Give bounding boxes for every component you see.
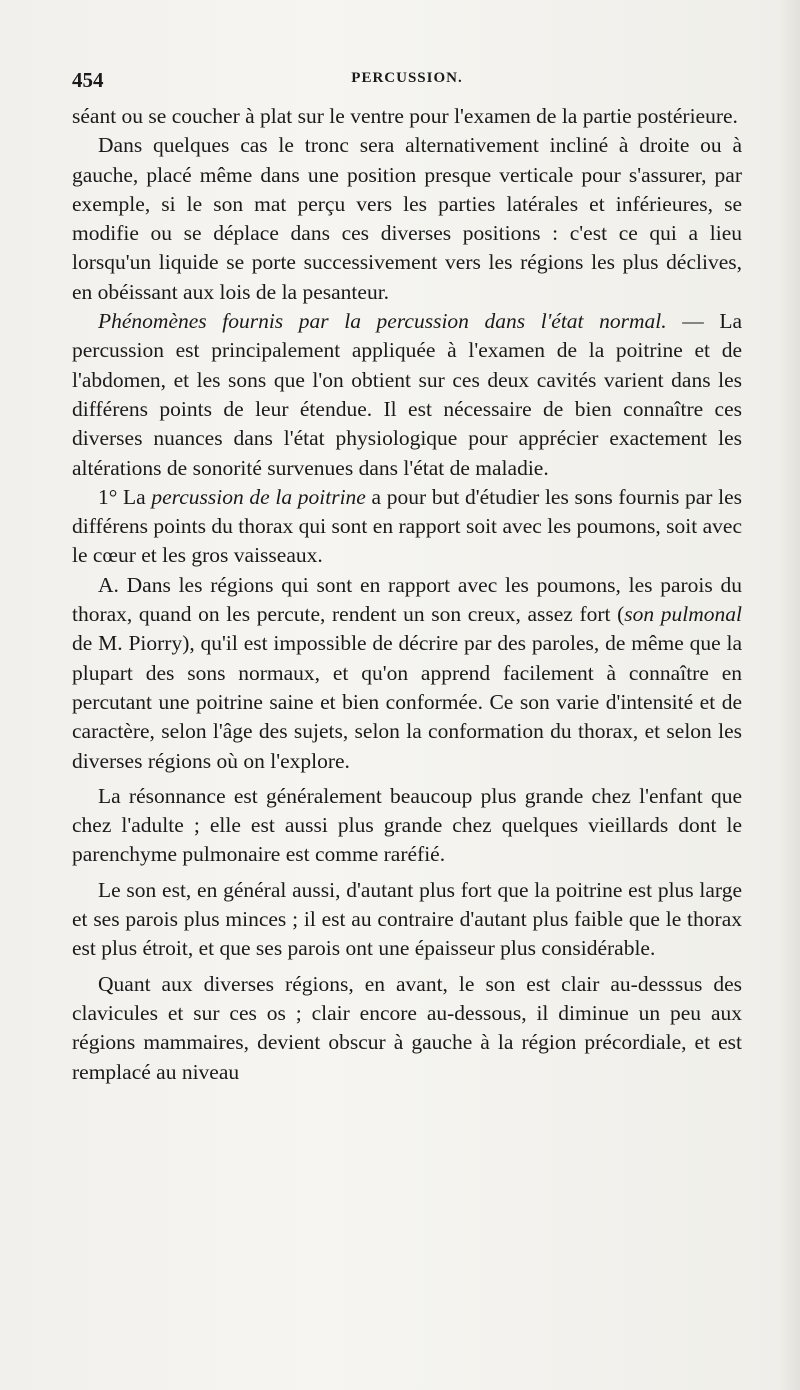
paragraph-text: 1° La: [98, 484, 152, 509]
section-heading-italic: Phénomènes fournis par la percussion dans l'état normal.: [98, 309, 667, 334]
paragraph-lung-regions: [72, 571, 742, 776]
paragraph-normal-phenomena: [72, 307, 742, 483]
paragraph-text: Quant aux diverses régions, en avant, le son est clair au-desssus des clavicules et sur ces os ; clair encore au-dessous, il diminue un peu aux régions mammaires, devient obscur à gauche à la région précordiale, et est remplacé au niveau: [72, 971, 742, 1084]
paragraph-text: Le son est, en général aussi, d'autant plus fort que la poitrine est plus large et ses parois plus minces ; il est au contraire d'autant plus faible que le thorax est plus étroit, et que ses parois ont une épaisseur plus considérable.: [72, 877, 742, 961]
paragraph-resonance: [72, 782, 742, 870]
paragraph-text: de M. Piorry), qu'il est impossible de décrire par des paroles, de même que la plupart des sons normaux, et qu'on apprend facilement à connaître en percutant une poitrine saine et bien conformée. Ce son varie d'intensité et de caractère, selon l'âge des sujets, selon la conformation du thorax, et selon les diverses régions où on l'explore.: [72, 631, 742, 773]
paragraph-regions: [72, 970, 742, 1087]
paragraph-text: — La percussion est principalement appliquée à l'examen de la poitrine et de l'abdomen, et les sons que l'on obtient sur ces deux cavités varient dans les différens points de leur étendue. Il est nécessaire de bien connaître ces diverses nuances dans l'état physiologique pour apprécier exactement les altérations de sonorité survenues dans l'état de maladie.: [72, 309, 742, 480]
paragraph-continuation: [72, 102, 742, 131]
italic-term: son pulmonal: [624, 602, 742, 627]
paragraph-text: A. Dans les régions qui sont en rapport avec les poumons, les parois du thorax, quand on les percute, rendent un son creux, assez fort (: [72, 572, 742, 627]
italic-term: percussion de la poitrine: [151, 484, 366, 509]
paragraph-text: Dans quelques cas le tronc sera alternativement incliné à droite ou à gauche, placé même dans une position presque verticale pour s'assurer, par exemple, si le son mat perçu vers les parties latérales et inférieures, se modifie ou se déplace dans ces diverses positions : c'est ce qui a lieu lorsqu'un liquide se porte successivement vers les régions les plus déclives, en obéissant aux lois de la pesanteur.: [72, 133, 742, 304]
page-number: 454: [72, 68, 104, 92]
body-text: [72, 102, 742, 1087]
paragraph-text: séant ou se coucher à plat sur le ventre pour l'examen de la partie postérieure.: [72, 104, 738, 128]
paragraph-sound-strength: [72, 876, 742, 964]
page-gutter-shadow: [778, 0, 800, 1390]
paragraph-trunk-positions: [72, 131, 742, 307]
running-head: PERCUSSION.: [351, 70, 463, 86]
paragraph-chest-percussion: [72, 483, 742, 571]
page-header: [72, 68, 742, 102]
paragraph-text: La résonnance est généralement beaucoup plus grande chez l'enfant que chez l'adulte ; elle est aussi plus grande chez quelques vieillards dont le parenchyme pulmonaire est comme raréfié.: [72, 783, 742, 867]
paragraph-text: a pour but d'étudier les sons fournis par les différens points du thorax qui sont en rapport soit avec les poumons, soit avec le cœur et les gros vaisseaux.: [72, 484, 742, 568]
